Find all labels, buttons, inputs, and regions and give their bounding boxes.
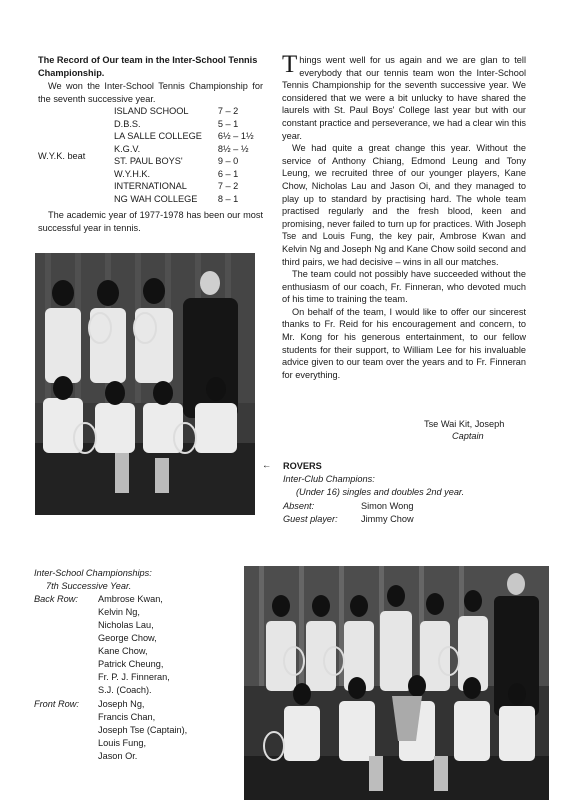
caption-name: Nicholas Lau, bbox=[98, 620, 154, 630]
signature-role: Captain bbox=[452, 431, 484, 441]
score-team: LA SALLE COLLEGE bbox=[114, 131, 202, 142]
absent-value: Simon Wong bbox=[361, 501, 414, 511]
record-intro: We won the Inter-School Tennis Championship for the seventh successive year. bbox=[38, 81, 263, 104]
caption-name: Kelvin Ng, bbox=[98, 607, 140, 617]
caption-name: George Chow, bbox=[98, 633, 157, 643]
score-team: NG WAH COLLEGE bbox=[114, 193, 198, 204]
record-section bbox=[38, 54, 263, 235]
score-row bbox=[114, 130, 254, 143]
score-team: K.G.V. bbox=[114, 143, 141, 154]
caption-name: Jason Or. bbox=[98, 751, 138, 761]
score-value: 7 – 2 bbox=[217, 106, 239, 117]
score-row bbox=[114, 155, 254, 168]
score-team: INTERNATIONAL bbox=[114, 181, 187, 192]
signature: Tse Wai Kit, Joseph bbox=[424, 419, 505, 429]
record-closing: The academic year of 1977-1978 has been our most successful year in tennis. bbox=[38, 210, 263, 233]
back-row-names bbox=[98, 593, 170, 697]
score-team: ST. PAUL BOYS' bbox=[114, 156, 183, 167]
score-value: 8 – 1 bbox=[217, 193, 239, 204]
score-value: 6½ – 1½ bbox=[217, 131, 254, 142]
rovers-line1: Inter-Club Champions: bbox=[283, 474, 375, 484]
score-value: 6 – 1 bbox=[217, 168, 239, 179]
score-team: D.B.S. bbox=[114, 118, 141, 129]
caption-name: Kane Chow, bbox=[98, 646, 148, 656]
front-row-label: Front Row: bbox=[34, 699, 79, 709]
caption-name: S.J. (Coach). bbox=[98, 685, 152, 695]
caption-name: Ambrose Kwan, bbox=[98, 594, 163, 604]
caption-name: Francis Chan, bbox=[98, 712, 156, 722]
score-row bbox=[114, 193, 254, 206]
record-heading: The Record of Our team in the Inter-School Tennis Championship. bbox=[38, 55, 258, 78]
guest-value: Jimmy Chow bbox=[361, 514, 414, 524]
score-team: W.Y.H.K. bbox=[114, 168, 151, 179]
front-row-names bbox=[98, 698, 187, 763]
absent-label: Absent: bbox=[283, 501, 315, 511]
score-value: 9 – 0 bbox=[217, 156, 239, 167]
score-row bbox=[114, 105, 254, 118]
score-row bbox=[114, 180, 254, 193]
dropcap: T bbox=[282, 51, 298, 78]
article bbox=[282, 51, 526, 381]
scores-block bbox=[38, 105, 263, 209]
rovers-line2: (Under 16) singles and doubles 2nd year. bbox=[296, 487, 465, 497]
article-paragraph-1: hings went well for us again and we are glan to tell everybody that our tennis team won the Inter-School Tennis Championship for the seventh successive year. We considered that we were a bit unlucky to have shared the laurels with St. Paul Boys' College last year but with our constant practice and perseverance, we had a clear win this year. bbox=[282, 55, 526, 141]
inter-school-team-photo bbox=[244, 566, 549, 800]
rovers-title: ROVERS bbox=[283, 461, 322, 471]
score-value: 5 – 1 bbox=[217, 118, 239, 129]
score-row bbox=[114, 168, 254, 181]
scores-table bbox=[114, 105, 254, 205]
beat-label: W.Y.K. beat bbox=[38, 151, 86, 162]
score-row bbox=[114, 143, 254, 156]
guest-label: Guest player: bbox=[283, 514, 338, 524]
back-row-label: Back Row: bbox=[34, 594, 78, 604]
article-paragraph-3: The team could not possibly have succeeded without the enthusiasm of our coach, Fr. Finneran, who devoted much of his time to training the team. bbox=[282, 269, 526, 305]
rovers-arrow: ← bbox=[262, 460, 272, 470]
score-team: ISLAND SCHOOL bbox=[114, 106, 189, 117]
article-paragraph-4: On behalf of the team, I would like to offer our sincerest thanks to Fr. Reid for his encouragement and concern, to Mr. Kong for his generous entertainment, to our fellow students for their support, to William Lee for his invaluable advice given to our team over the years and to Fr. Finneran for everything. bbox=[282, 306, 526, 380]
rovers-team-photo bbox=[35, 253, 255, 515]
caption-name: Louis Fung, bbox=[98, 738, 147, 748]
caption-title-2: 7th Successive Year. bbox=[46, 581, 132, 591]
article-paragraph-2: We had quite a great change this year. Without the service of Anthony Chiang, Edmond Leung and Tony Leung, we recruited three of our younger players, Kane Chow, Nicholas Lau and Jason Oi, and they managed to play up to standard by practising hard. The whole team practised regularly and the fresh blood, keen and promising, never failed to turn up for practices. With Joseph Tse and Louis Fung, the key pair, Ambrose Kwan and Kelvin Ng and Joseph Ng and Kane Chow soild second and third pairs, we had decisive – wins in all our matches. bbox=[282, 143, 526, 267]
caption-name: Joseph Tse (Captain), bbox=[98, 725, 188, 735]
caption-title-1: Inter-School Championships: bbox=[34, 568, 152, 578]
score-value: 8½ – ½ bbox=[217, 143, 249, 154]
score-row bbox=[114, 118, 254, 131]
score-value: 7 – 2 bbox=[217, 181, 239, 192]
caption-name: Patrick Cheung, bbox=[98, 659, 164, 669]
caption-name: Joseph Ng, bbox=[98, 699, 145, 709]
caption-name: Fr. P. J. Finneran, bbox=[98, 672, 170, 682]
